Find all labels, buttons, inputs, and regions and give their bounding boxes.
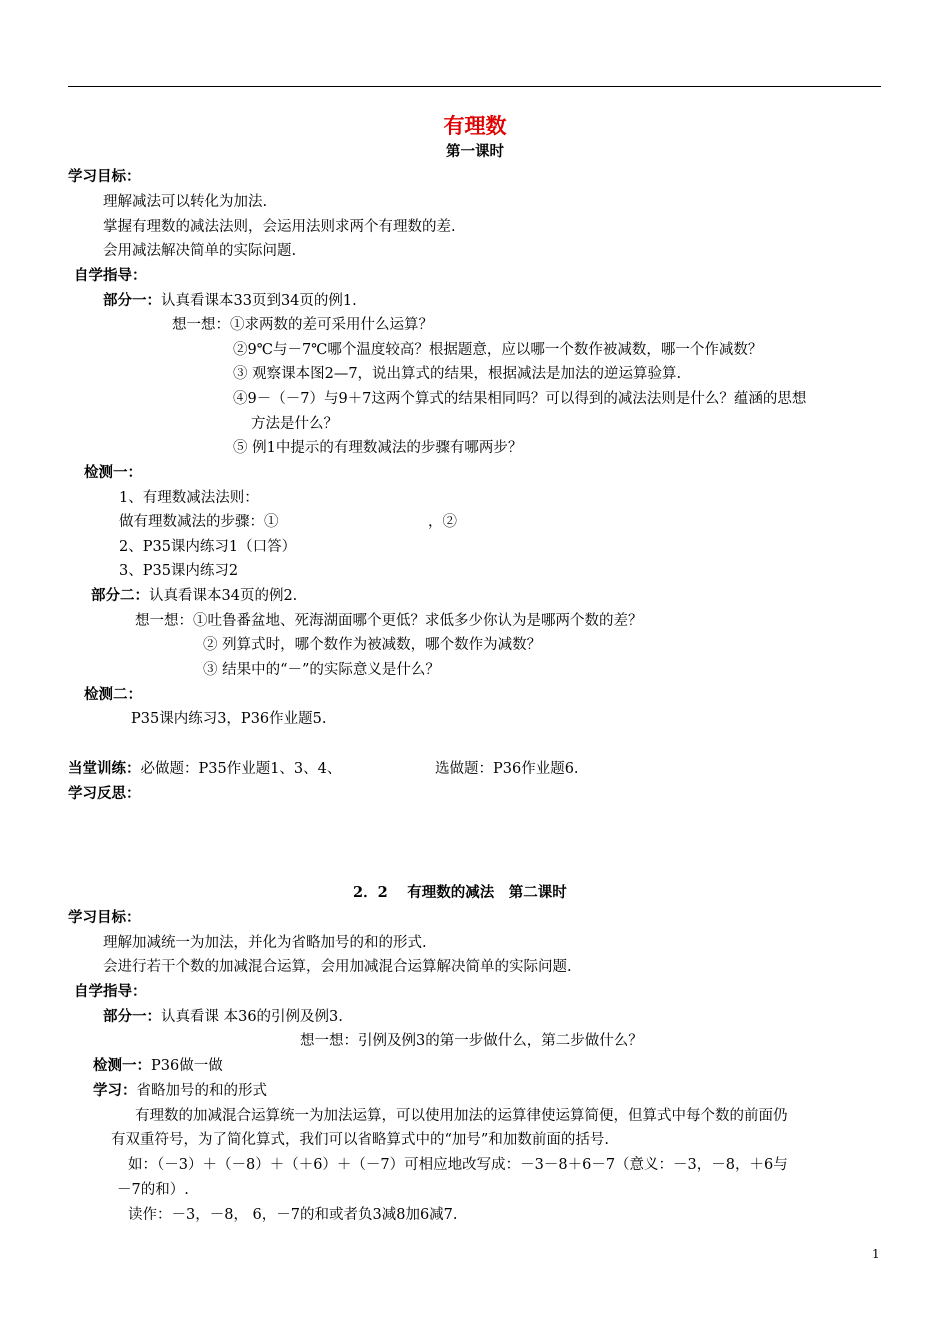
goal-line: 理解减法可以转化为加法. <box>103 194 268 210</box>
goal-line: 会进行若干个数的加减混合运算，会用加减混合运算解决简单的实际问题. <box>103 959 572 975</box>
think-item: ③ 结果中的“－”的实际意义是什么？ <box>203 662 440 678</box>
guide-heading: 自学指导： <box>74 983 147 1000</box>
think-one-line <box>172 315 433 335</box>
check-two-text: P35课内练习3，P36作业题5. <box>131 711 327 727</box>
check-one-text: P36做一做 <box>151 1058 223 1074</box>
study-label: 学习： <box>93 1082 137 1099</box>
check-one-label: 检测一： <box>93 1057 151 1074</box>
paragraph-line: 如：（－3）＋（－8）＋（＋6）＋（－7）可相应地改写成：－3－8＋6－7（意义：－3，－8，＋6与 <box>128 1157 788 1173</box>
goals-heading: 学习目标： <box>68 168 141 185</box>
paragraph-line: 有双重符号，为了简化算式，我们可以省略算式中的“加号”和加数前面的括号. <box>111 1132 609 1148</box>
check-two-heading: 检测二： <box>84 686 142 703</box>
practice-label: 当堂训练： <box>68 760 141 777</box>
section-one-text: 认真看课本33页到34页的例1. <box>161 293 357 309</box>
study-line <box>93 1081 267 1101</box>
header-rule <box>68 86 881 87</box>
think-item: ②9℃与－7℃哪个温度较高？根据题意，应以哪一个数作被减数，哪一个作减数？ <box>233 342 763 358</box>
page-number: 1 <box>872 1247 880 1261</box>
think-item: ④9－（－7）与9＋7这两个算式的结果相同吗？可以得到的减法法则是什么？蕴涵的思想 <box>233 391 807 407</box>
think-two-label: 想一想： <box>135 613 193 629</box>
think-item: ② 列算式时，哪个数作为被减数，哪个数作为减数？ <box>203 637 542 653</box>
reflection-heading: 学习反思： <box>68 785 141 802</box>
practice-required: 必做题：P35作业题1、3、4、 <box>140 761 342 777</box>
think-line: 想一想：引例及例3的第一步做什么，第二步做什么？ <box>300 1033 643 1049</box>
think-item: ⑤ 例1中提示的有理数减法的步骤有哪两步？ <box>233 440 523 456</box>
study-text: 省略加号的和的形式 <box>136 1083 267 1099</box>
section-two-text: 认真看课本34页的例2. <box>149 588 298 604</box>
check-one-heading: 检测一： <box>84 464 142 481</box>
paragraph-line: 有理数的加减混合运算统一为加法运算，可以使用加法的运算律使运算简便，但算式中每个数的前面仍 <box>135 1108 788 1124</box>
think-item: 方法是什么？ <box>251 416 338 432</box>
check-item: ，② <box>428 514 457 530</box>
section-two-line <box>91 586 297 606</box>
practice-line <box>68 759 341 779</box>
section-one-label: 部分一： <box>103 292 161 309</box>
practice-optional: 选做题：P36作业题6. <box>435 761 579 777</box>
section-two-label: 部分二： <box>91 587 149 604</box>
goals-heading: 学习目标： <box>68 909 141 926</box>
goal-line: 会用减法解决简单的实际问题. <box>103 243 297 259</box>
think-two-line <box>135 611 643 631</box>
guide-heading: 自学指导： <box>74 267 147 284</box>
page-subtitle: 第一课时 <box>446 143 504 160</box>
paragraph-line: 读作：－3，－8， 6，－7的和或者负3减8加6减7. <box>128 1207 458 1223</box>
check-one-line <box>93 1056 223 1076</box>
goal-line: 理解加减统一为加法，并化为省略加号的和的形式. <box>103 935 427 951</box>
section-one-line <box>103 291 357 311</box>
think-item: ③ 观察课本图2—7，说出算式的结果，根据减法是加法的逆运算验算. <box>233 366 682 382</box>
page-title: 有理数 <box>443 113 507 138</box>
check-item: 做有理数减法的步骤：① <box>119 514 279 530</box>
check-item: 3、P35课内练习2 <box>119 563 239 579</box>
section-one-label: 部分一： <box>103 1008 161 1025</box>
paragraph-line: －7的和）. <box>117 1182 189 1198</box>
goal-line: 掌握有理数的减法法则，会运用法则求两个有理数的差. <box>103 219 456 235</box>
lesson-two-heading: 2．2 有理数的减法 第二课时 <box>353 884 567 901</box>
section-one-line <box>103 1007 343 1027</box>
check-item: 2、P35课内练习1（口答） <box>119 539 297 555</box>
check-item: 1、有理数减法法则： <box>119 490 259 506</box>
think-one-label: 想一想： <box>172 317 230 333</box>
think-item: ①求两数的差可采用什么运算？ <box>230 317 433 333</box>
think-item: ①吐鲁番盆地、死海湖面哪个更低？求低多少你认为是哪两个数的差？ <box>193 613 643 629</box>
section-one-text: 认真看课 本36的引例及例3. <box>161 1009 343 1025</box>
